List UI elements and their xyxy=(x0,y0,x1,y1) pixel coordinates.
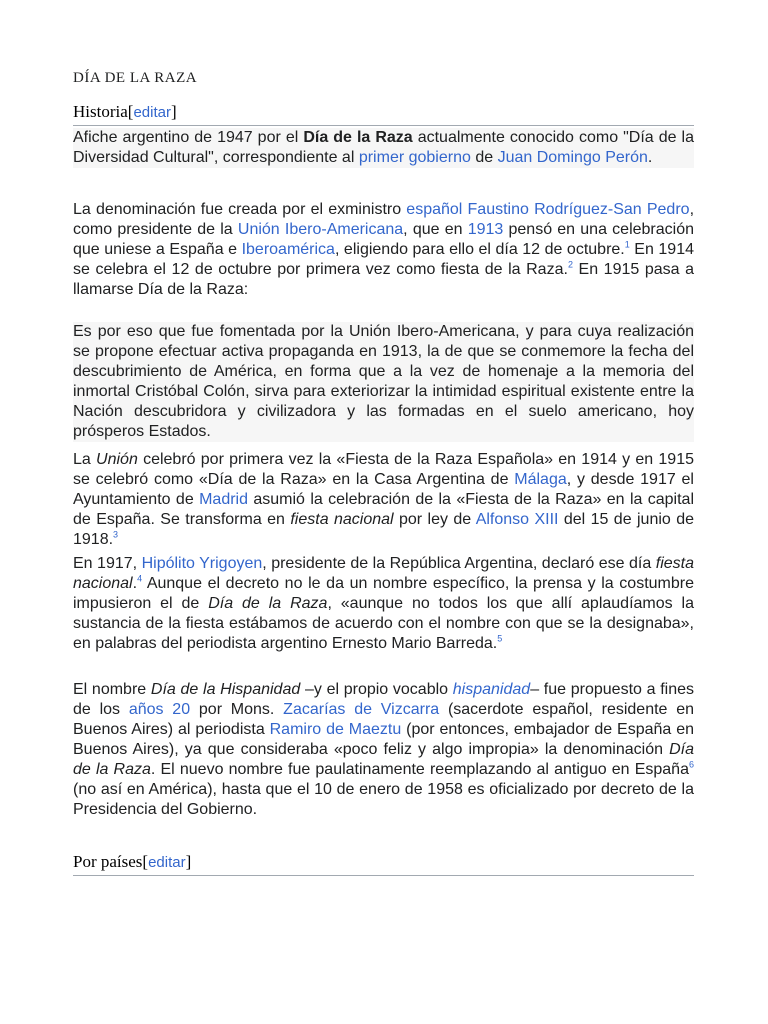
bold-term: Día de la Raza xyxy=(303,129,413,146)
link-zacarias-de-vizcarra[interactable]: Zacarías de Vizcarra xyxy=(283,701,440,718)
link-juan-domingo-peron[interactable]: Juan Domingo Perón xyxy=(497,149,648,166)
link-iberoamerica[interactable]: Iberoamérica xyxy=(241,241,335,258)
footnote-ref-3[interactable]: 3 xyxy=(113,529,119,540)
paragraph-hispanidad: El nombre Día de la Hispanidad –y el propio vocablo hispanidad– fue propuesto a fines de los años 20 por Mons. Zacarías de Vizcarra (sacerdote español, residente en Buenos Aires) al periodista Ramiro de Maeztu (por entonces, embajador de España en Buenos Aires), ya que consideraba «poco feliz y algo impropia» la denominación Día de la Raza. El nuevo nombre fue paulatinamente reemplazando al antiguo en España$^6$ (no así en América), hasta que el 10 de enero de 1958 es oficializado por decreto de la Presidencia del Gobierno. xyxy=(73,681,695,818)
edit-link-por-paises[interactable]: editar xyxy=(148,854,186,871)
section-heading-por-paises: Por países[editar] xyxy=(73,852,694,876)
link-hipolito-yrigoyen[interactable]: Hipólito Yrigoyen xyxy=(141,555,263,572)
section-heading-historia: Historia[editar] xyxy=(73,102,694,126)
paragraph-union-celebration: La Unión celebró por primera vez la «Fiesta de la Raza Española» en 1914 y en 1915 se celebró como «Día de la Raza» en la Casa Argentina de Málaga, y desde 1917 el Ayuntamiento de Madrid asumió la celebración de la «Fiesta de la Raza» en la capital de España. Se transforma en fiesta nacional por ley de Alfonso XIII del 15 de junio de 1918.$^3$ xyxy=(73,451,695,548)
link-union-ibero-americana[interactable]: Unión Ibero-Americana xyxy=(237,221,404,238)
link-madrid[interactable]: Madrid xyxy=(199,491,248,508)
edit-link-historia[interactable]: editar xyxy=(133,104,171,121)
link-primer-gobierno[interactable]: primer gobierno xyxy=(358,149,471,166)
paragraph-quote: Es por eso que fue fomentada por la Unión Ibero-Americana, y para cuya realización se propone efectuar activa propaganda en 1913, la de que se conmemore la fecha del descubrimiento de América, en forma que a la vez de homenaje a la memoria del inmortal Cristóbal Colón, sirva para exteriorizar la intimidad espiritual existente entre la Nación descubridora y civilizadora y las formadas en el suelo americano, hoy prósperos Estados. xyxy=(73,323,694,440)
link-faustino-rodriguez-san-pedro[interactable]: Faustino Rodríguez-San Pedro xyxy=(467,201,690,218)
section-title: Historia xyxy=(73,102,128,121)
link-anos-20[interactable]: años 20 xyxy=(128,701,191,718)
document-title: DÍA DE LA RAZA xyxy=(73,70,198,86)
footnote-ref-6[interactable]: 6 xyxy=(688,759,694,770)
link-alfonso-xiii[interactable]: Alfonso XIII xyxy=(475,511,559,528)
link-1913[interactable]: 1913 xyxy=(467,221,504,238)
paragraph-poster-caption: Afiche argentino de 1947 por el Día de la Raza actualmente conocido como "Día de la Diversidad Cultural", correspondiente al primer gobierno de Juan Domingo Perón. xyxy=(73,129,695,166)
paragraph-origin: La denominación fue creada por el exministro español Faustino Rodríguez-San Pedro, como presidente de la Unión Ibero-Americana, que en 1913 pensó en una celebración que uniese a España e Iberoamérica, eligiendo para ello el día 12 de octubre.$^1$ En 1914 se celebra el 12 de octubre por primera vez como fiesta de la Raza.$^2$ En 1915 pasa a llamarse Día de la Raza: xyxy=(73,201,695,298)
link-espanol[interactable]: español xyxy=(406,201,463,218)
footnote-ref-1[interactable]: 1 xyxy=(624,239,630,250)
paragraph-yrigoyen: En 1917, Hipólito Yrigoyen, presidente de la República Argentina, declaró ese día fiesta nacional.$^4$ Aunque el decreto no le da un nombre específico, la prensa y la costumbre impusieron el de Día de la Raza, «aunque no todos los que allí aplaudíamos la sustancia de la fiesta estábamos de acuerdo con el nombre con que se la designaba», en palabras del periodista argentino Ernesto Mario Barreda.$^5$ xyxy=(73,555,695,652)
link-ramiro-de-maeztu[interactable]: Ramiro de Maeztu xyxy=(269,721,402,738)
section-title: Por países xyxy=(73,852,143,871)
footnote-ref-5[interactable]: 5 xyxy=(497,633,503,644)
footnote-ref-2[interactable]: 2 xyxy=(567,259,573,270)
link-hispanidad[interactable]: hispanidad xyxy=(452,681,531,698)
footnote-ref-4[interactable]: 4 xyxy=(137,573,143,584)
link-malaga[interactable]: Málaga xyxy=(514,471,567,488)
